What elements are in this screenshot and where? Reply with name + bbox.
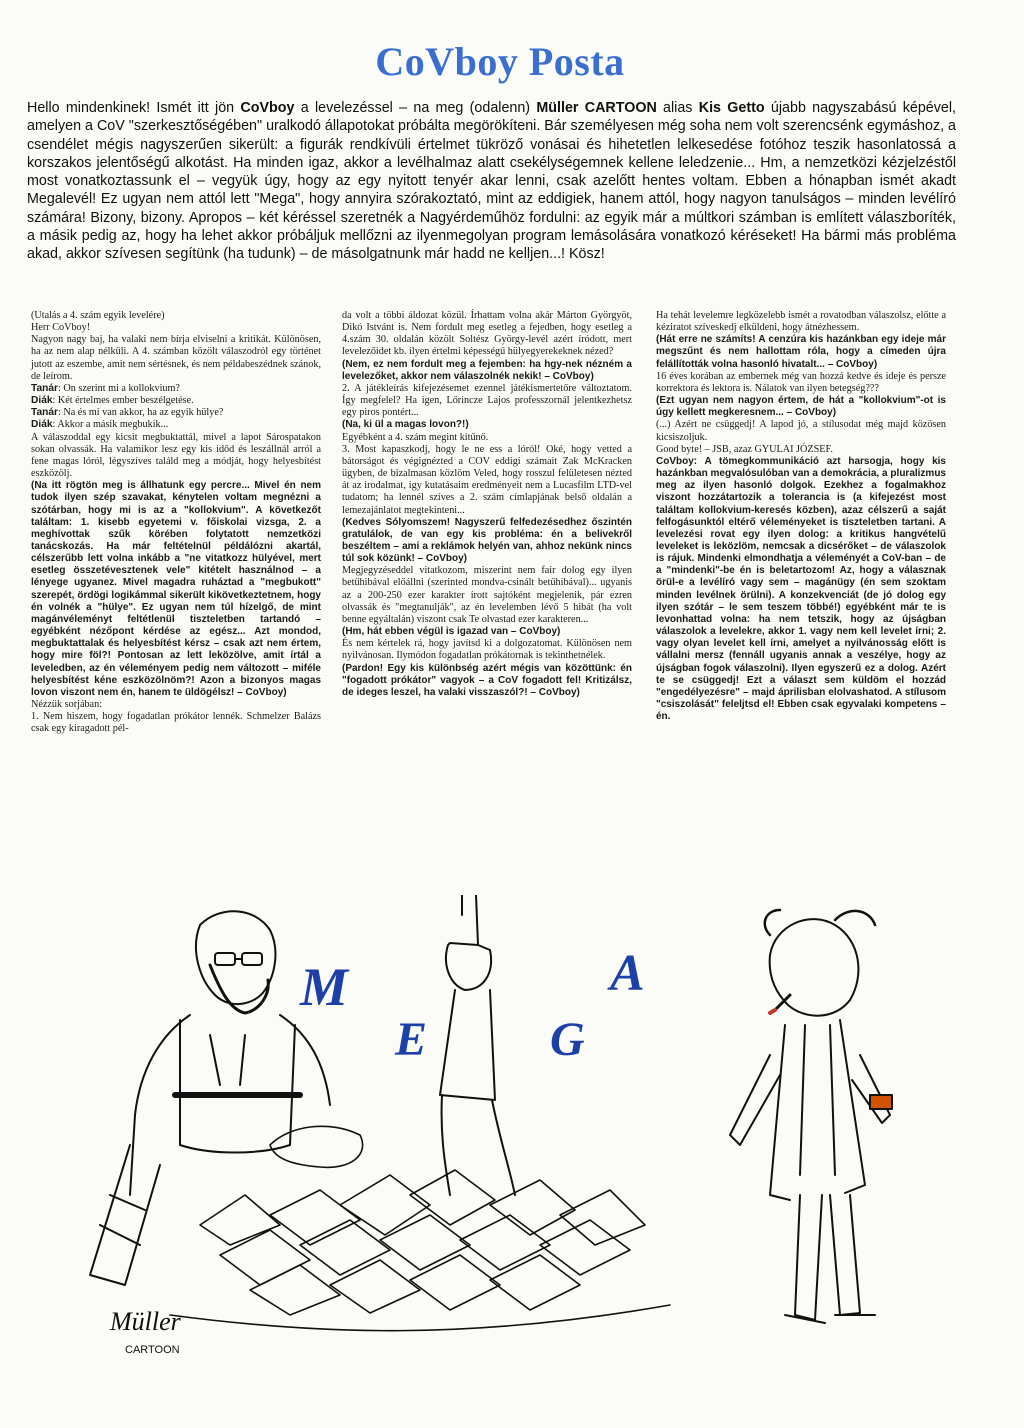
- line: : Akkor a másik megbukik...: [52, 419, 169, 431]
- intro-text: Hello mindenkinek! Ismét itt jön: [27, 100, 241, 116]
- cartoon-illustration: [70, 895, 960, 1375]
- letter-text: 2. A játékleírás kifejezésemet ezennel játékismertetőre változtatom. Így megfelel? Ha igen, Lőrincze Lajos professzornál jelentkezhetsz egy piros pontért...: [342, 382, 632, 419]
- intro-bold: Kis Getto: [698, 100, 765, 116]
- editor-reply: (Nem, ez nem fordult meg a fejemben: ha hgy-nek nézném a levelezőket, akkor nem válaszolnék nekik! – CoVboy): [342, 358, 632, 382]
- signature-text: Müller: [110, 1307, 181, 1336]
- editor-reply: (Pardon! Egy kis különbség azért mégis van közöttünk: én "fogadott prókátor" vagyok – a CoV fogadott fel! Kritizálsz, de ideges leszel, ha valaki visszaszól?! – CoVboy): [342, 662, 632, 698]
- letter-text: da volt a többi áldozat közül. Írhattam volna akár Márton Györgyöt, Dikó Istvánt is. Nem fordult meg esetleg a fejedben, hogy esetleg a 4.szám 30. oldalán közölt Soltész György-levél azért íródott, mert levelezőidet kb. ilyen értelmi képességű hülyegyerekeknek nézed?: [342, 310, 632, 358]
- letter-text: 3. Most kapaszkodj, hogy le ne ess a lóról! Oké, hogy vetted a bátorságot és végignézted a COV eddigi számait Zak McKracken ügyben, de bizalmasan közlöm Veled, hogy rosszul felületesen nézted át az irodalmat, így kutatásaim eredményeit nem a Lucasfilm LTD-vel tudatom; ha lennél szíves a 2. szám címlapjának belső oldalán a lemezajánlatot megtekinteni...: [342, 443, 632, 516]
- letter-column-3: [656, 310, 946, 723]
- mega-letters: [299, 945, 645, 1066]
- page-title: CoVboy Posta: [375, 39, 625, 84]
- letter-text: Herr CoVboy!: [31, 322, 91, 334]
- intro-bold: CoVboy: [240, 100, 295, 116]
- intro-text: újabb nagyszabású képével, amelyen a CoV "szerkesztőségében" uralkodó állapotokat próbálta megörökíteni. Bár személyesen még soha nem volt szerencsénk egymáshoz, a csendélet mégis nagyszerűen sikerült: a figurák rendkívüli értelmet tükröző vonásai és hihetetlen lelkesedése fotóhoz teszik hasonlatossá a korszakos jelentőségű alkotást. Ha minden igaz, akkor a levélhalmaz alatt csekélységemnek kellene leledzenie... Hm, a nemzetközi kézjelzéstől most vonatkoztassunk el – vegyük úgy, hogy az egy nyitott tenyér akar lenni, csak azelőtt hentes voltam. Ebben a hónapban ismét akadt Megalevél! Ez ugyan nem attól lett "Mega", hogy annyira szórakoztató, mint az eddigiek, hanem attól, hogy nagyon tanulságos – minden levélíró számára! Bizony, bizony. Apropos – két kéréssel szeretnék a Nagyérdeműhöz fordulni: az egyik már a múltkori számban is említett válaszboríték, a másik pedig az, hogy ha lehet akkor próbáljuk mellőzni az ilyenmegolyan program lemásolására vonatkozó kéréseket! Ha bármi más probléma akad, akkor szívesen segítünk (ha tudunk) – de másolgatnunk már hadd ne kelljen...! Kösz!: [27, 100, 956, 263]
- letter-text: És nem kértelek rá, hogy javítsd ki a dolgozatomat. Különösen nem nyilvánosan. Ilymódon fogadatlan prókátornak is tekinthetnélek.: [342, 638, 632, 662]
- letter-text: (...) Azért ne csüggedj! A lapod jó, a stílusodat még majd közösen kicsiszoljuk.: [656, 419, 946, 443]
- letter-text: Egyébként a 4. szám megint kitűnő.: [342, 431, 489, 443]
- editor-reply: (Hát erre ne számíts! A cenzúra kis hazánkban egy ideje már megszűnt és nem hallottam róla, hogy a címeden újra felállították volna hasonló hivatalt... – CoVboy): [656, 334, 946, 370]
- dialogue-line: [31, 395, 321, 407]
- letter-text: Nagyon nagy baj, ha valaki nem bírja elviselni a kritikát. Különösen, ha az nem alap nélküli. A 4. számban közölt válaszodról egy történet jutott az eszembe, amit nem sértésnek, és nem példabeszédnek szánok, de leírom.: [31, 334, 321, 382]
- letter-m: M: [300, 957, 349, 1017]
- letter-text: Ha tehát levelemre legközelebb ismét a rovatodban válaszolsz, előtte a kéziratot szíveskedj elküldeni, hogy átnézhessem.: [656, 310, 946, 334]
- letter-text: 16 éves korában az embernek még van hozzá kedve és ideje és persze korrektora és lektora is. Nálatok van ilyen betegség???: [656, 370, 946, 394]
- speaker: Tanár: [31, 407, 58, 419]
- editor-reply: (Na itt rögtön meg is állhatunk egy percre... Mivel én nem tudok ilyen szép szavakat, kénytelen voltam megnézni a szótárban, hogy mi is az a "kollokvium". A következőt találtam: 1. kisebb egyetemi v. főiskolai vizsga, 2. a meghívottak szűk körében folytatott nemzetközi tanácskozás. Ha már feltételnül példálózni akartál, célszerűbb lett volna inkább a "ne vitatkozz hülyével, mert esetleg összetévesztenek vele" kitételt használnod – a lényege ugyanez. Mivel magadra ruháztad a "megbukott" szerepét, ördögi logikámmal sikerült kikövetkeztetnem, hogy én volnék a "hülye". Ez ugyan nem túl hízelgő, de mint magánvéleményt feltétlenül tiszteletben tartandó – egyébként nézőpont kérdése az egész... Azt mondod, megbuktattalak és helyesbítést kérsz – csak azt nem értem, hogy mire föl?! Pontosan az lett leközölve, amit írtál a leveledben, az én véleményem pedig nem változott – miféle helyesbítést kéne eszközölnöm?! Azon a bizonyos magas lovon viszont nem én, hanem te üldögélsz! – CoVboy): [31, 480, 321, 698]
- dialogue-line: [31, 407, 321, 419]
- line: : Két értelmes ember beszélgetése.: [52, 395, 194, 407]
- intro-text: alias: [656, 100, 699, 116]
- letter-column-1: [31, 310, 321, 735]
- line: : Na és mi van akkor, ha az egyik hülye?: [58, 407, 224, 419]
- dialogue-line: [31, 419, 321, 431]
- letter-column-2: [342, 310, 632, 699]
- intro-text: a levelezéssel – na meg (odalenn): [294, 100, 537, 116]
- intro-bold: Müller CARTOON: [536, 100, 657, 116]
- editor-reply: CoVboy: A tömegkommunikáció azt harsogja, hogy kis hazánkban megvalósulóban van a demokrácia, a pluralizmus meg az ilyen hasonló dolgok. Ezekhez a fogalmakhoz viszont hozzátartozik a tolerancia is (a kifejezést most találtam kollokvium-keresés közben), azaz célszerű a saját felfogásunktól eltérő véleményeket is tiszteletben tartani. A levelezési rovat egy ilyen dolog: a kritikus hangvételű leveleket is leközlöm, nemcsak a dicsérőket – de válaszolok is rájuk. Mindenki elmondhatja a véleményét a CoV-ban – de a "mindenki"-be én is beletartozom! Az, hogy a válasznak örül-e a levélíró vagy sem – magánügy (én sem szoktam minden levélnek örülni). A konzekvenciát (de jó dolog egy ilyen szótár – le sem teszem többé!) egyébként már te is levonhattad volna: ha nem tetszik, hogy az újságban válaszolok a levelekre, akkor 1. vagy nem kell levelet írni; 2. vagy olyan levelet kell írni, amelyet a nyilvánosság előtt is vállalni mersz (fennáll ugyanis annak a veszélye, hogy az újságban fogok válaszolni). Ilyen egyszerű ez a dolog. Azért te se csüggedj! Ezt a választ sem küldöm el hozzád "engedélyezésre" – majd áprilisban elolvashatod. A stílusom "csiszolását" feleljtsd el! Ebben csak egyvalaki kompetens – én.: [656, 455, 946, 723]
- letter-text: Nézzük sorjában:: [31, 699, 102, 710]
- intro-paragraph: [27, 99, 956, 264]
- letter-e: E: [395, 1013, 428, 1066]
- editor-reply: (Kedves Sólyomszem! Nagyszerű felfedezésedhez őszintén gratulálok, de van egy kis probléma: én a belivekről beszéltem – ami a reklámok helyén van, ahhoz nekünk nincs túl sok közünk! – CoVboy): [342, 516, 632, 565]
- letter-text: Good byte! – JSB, azaz GYULAI JÓZSEF.: [656, 443, 833, 455]
- editor-reply: (Hm, hát ebben végül is igazad van – CoVboy): [342, 626, 561, 638]
- editor-reply: (Ezt ugyan nem nagyon értem, de hát a "kollokvium"-ot is úgy kellett megkeresnem... – CoVboy): [656, 395, 946, 419]
- letter-text: 1. Nem hiszem, hogy fogadatlan prókátor lennék. Schmelzer Balázs csak egy kiragadott pél-: [31, 711, 321, 735]
- thin-man-figure: [730, 910, 892, 1323]
- bearded-man-figure: [90, 911, 330, 1285]
- letter-pile: [170, 1126, 670, 1330]
- letter-a: A: [610, 945, 645, 1002]
- speaker: Diák: [31, 395, 53, 407]
- speaker: Diák: [31, 419, 53, 431]
- raised-hand: [440, 895, 515, 1195]
- letter-g: G: [550, 1013, 585, 1066]
- letter-text: A válaszoddal egy kicsit megbuktattál, mivel a lapot Sárospatakon sokan olvassák. Ha valamikor lesz egy kis időd és leszállnál arról a fene magas lóról, légyszíves találd meg a módját, hogy helyesbítést eszközölj.: [31, 431, 321, 480]
- signature-sub: CARTOON: [125, 1344, 180, 1356]
- artist-signature: [109, 1307, 182, 1356]
- letter-text: Megjegyzéseddel vitatkozom, miszerint nem fair dolog egy ilyen betűhibával előállni (szerinted mondva-csinált betűhibával)... ugyanis az a 200-250 ezer karakter írott sajtóként megjelenik, pár ezren olvassák és "megtanulják", az én levelemben lévő 5 hibát (ha volt benne egyáltalán) viszont csak Te olvastad ezer karakteren...: [342, 565, 632, 625]
- dialogue-line: [31, 383, 321, 395]
- line: : On szerint mi a kollokvium?: [58, 382, 180, 394]
- letter-text: (Utalás a 4. szám egyik levelére): [31, 310, 165, 321]
- speaker: Tanár: [31, 382, 58, 394]
- editor-reply: (Na, ki ül a magas lovon?!): [342, 419, 469, 431]
